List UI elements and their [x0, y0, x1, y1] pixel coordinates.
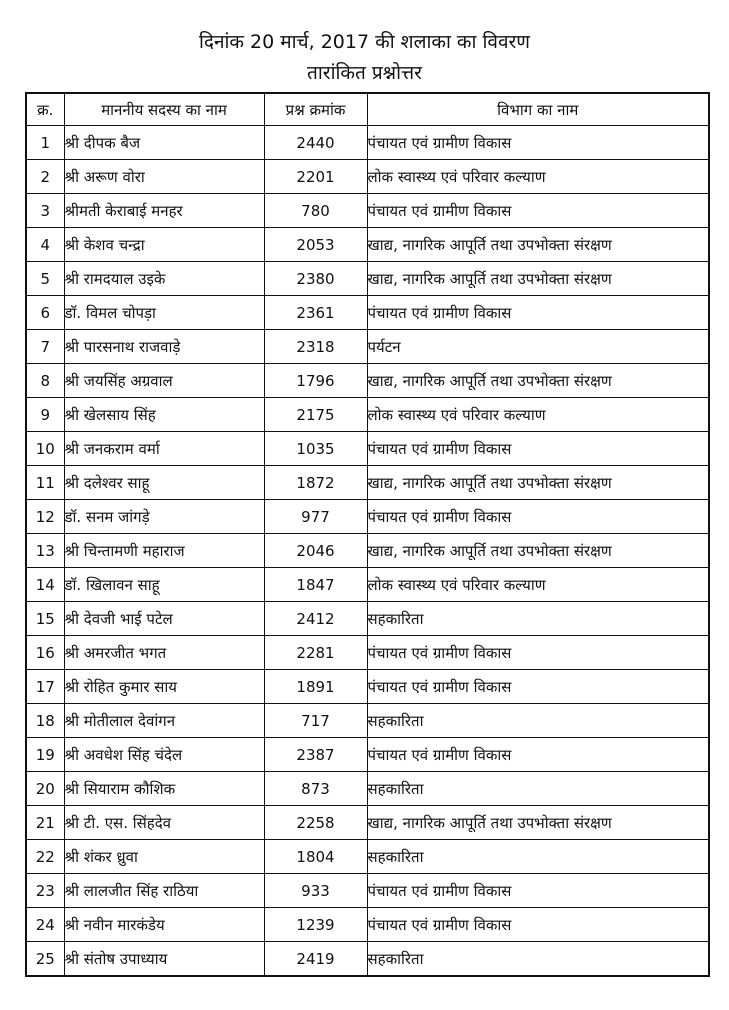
header-serial: क्र. [26, 93, 64, 126]
cell-question-number: 1872 [264, 466, 367, 500]
cell-department: पंचायत एवं ग्रामीण विकास [367, 908, 709, 942]
table-row [26, 568, 709, 602]
cell-member-name: श्री नवीन मारकंडेय [64, 908, 264, 942]
cell-question-number: 2440 [264, 126, 367, 160]
document-title: दिनांक 20 मार्च, 2017 की शलाका का विवरण [198, 31, 531, 53]
table-row [26, 534, 709, 568]
cell-question-number: 977 [264, 500, 367, 534]
cell-serial: 13 [26, 534, 64, 568]
cell-member-name: डॉ. सनम जांगड़े [64, 500, 264, 534]
cell-serial: 20 [26, 772, 64, 806]
cell-department: पंचायत एवं ग्रामीण विकास [367, 636, 709, 670]
cell-serial: 9 [26, 398, 64, 432]
table-row [26, 160, 709, 194]
cell-serial: 21 [26, 806, 64, 840]
cell-serial: 19 [26, 738, 64, 772]
cell-member-name: श्री सियाराम कौशिक [64, 772, 264, 806]
cell-serial: 7 [26, 330, 64, 364]
cell-question-number: 2258 [264, 806, 367, 840]
cell-member-name: श्री दलेश्वर साहू [64, 466, 264, 500]
cell-serial: 15 [26, 602, 64, 636]
cell-question-number: 1891 [264, 670, 367, 704]
cell-member-name: श्री रोहित कुमार साय [64, 670, 264, 704]
cell-serial: 14 [26, 568, 64, 602]
header-question-number: प्रश्न क्रमांक [264, 93, 367, 126]
table-row [26, 670, 709, 704]
cell-question-number: 1796 [264, 364, 367, 398]
cell-member-name: श्री जनकराम वर्मा [64, 432, 264, 466]
cell-department: पंचायत एवं ग्रामीण विकास [367, 126, 709, 160]
cell-question-number: 1847 [264, 568, 367, 602]
header-member-name: माननीय सदस्य का नाम [64, 93, 264, 126]
cell-department: पंचायत एवं ग्रामीण विकास [367, 874, 709, 908]
cell-department: पंचायत एवं ग्रामीण विकास [367, 194, 709, 228]
cell-member-name: श्री अमरजीत भगत [64, 636, 264, 670]
cell-question-number: 2046 [264, 534, 367, 568]
table-row [26, 398, 709, 432]
table-row [26, 228, 709, 262]
cell-department: पंचायत एवं ग्रामीण विकास [367, 432, 709, 466]
cell-department: खाद्य, नागरिक आपूर्ति तथा उपभोक्ता संरक्षण [367, 364, 709, 398]
cell-department: खाद्य, नागरिक आपूर्ति तथा उपभोक्ता संरक्षण [367, 228, 709, 262]
table-body [26, 126, 709, 977]
cell-serial: 10 [26, 432, 64, 466]
table-row [26, 330, 709, 364]
cell-serial: 16 [26, 636, 64, 670]
cell-serial: 12 [26, 500, 64, 534]
table-row [26, 262, 709, 296]
table-row [26, 466, 709, 500]
cell-department: खाद्य, नागरिक आपूर्ति तथा उपभोक्ता संरक्षण [367, 262, 709, 296]
table-row [26, 636, 709, 670]
cell-department: सहकारिता [367, 602, 709, 636]
members-questions-table [25, 92, 710, 977]
cell-member-name: श्री अरूण वोरा [64, 160, 264, 194]
cell-member-name: श्री अवधेश सिंह चंदेल [64, 738, 264, 772]
cell-member-name: श्री पारसनाथ राजवाड़े [64, 330, 264, 364]
table-row [26, 942, 709, 977]
cell-question-number: 2318 [264, 330, 367, 364]
cell-serial: 5 [26, 262, 64, 296]
cell-department: पंचायत एवं ग्रामीण विकास [367, 296, 709, 330]
cell-department: पर्यटन [367, 330, 709, 364]
table-row [26, 772, 709, 806]
cell-member-name: श्री खेलसाय सिंह [64, 398, 264, 432]
table-header [26, 93, 709, 126]
table-row [26, 500, 709, 534]
cell-member-name: श्री लालजीत सिंह राठिया [64, 874, 264, 908]
cell-question-number: 1035 [264, 432, 367, 466]
cell-member-name: श्री देवजी भाई पटेल [64, 602, 264, 636]
cell-question-number: 2387 [264, 738, 367, 772]
table-row [26, 296, 709, 330]
table-row [26, 704, 709, 738]
table-row [26, 194, 709, 228]
cell-member-name: श्री शंकर ध्रुवा [64, 840, 264, 874]
cell-member-name: श्री जयसिंह अग्रवाल [64, 364, 264, 398]
cell-department: सहकारिता [367, 772, 709, 806]
cell-department: पंचायत एवं ग्रामीण विकास [367, 670, 709, 704]
header-department: विभाग का नाम [367, 93, 709, 126]
table-row [26, 364, 709, 398]
cell-question-number: 2175 [264, 398, 367, 432]
cell-serial: 1 [26, 126, 64, 160]
cell-member-name: श्री संतोष उपाध्याय [64, 942, 264, 977]
cell-serial: 6 [26, 296, 64, 330]
table-row [26, 738, 709, 772]
cell-serial: 24 [26, 908, 64, 942]
cell-question-number: 2380 [264, 262, 367, 296]
cell-member-name: श्री चिन्तामणी महाराज [64, 534, 264, 568]
cell-question-number: 717 [264, 704, 367, 738]
cell-question-number: 1804 [264, 840, 367, 874]
cell-serial: 22 [26, 840, 64, 874]
cell-serial: 18 [26, 704, 64, 738]
table-row [26, 806, 709, 840]
cell-question-number: 933 [264, 874, 367, 908]
cell-serial: 4 [26, 228, 64, 262]
table-row [26, 874, 709, 908]
cell-serial: 17 [26, 670, 64, 704]
cell-question-number: 780 [264, 194, 367, 228]
cell-department: लोक स्वास्थ्य एवं परिवार कल्याण [367, 398, 709, 432]
cell-serial: 11 [26, 466, 64, 500]
cell-question-number: 1239 [264, 908, 367, 942]
cell-department: खाद्य, नागरिक आपूर्ति तथा उपभोक्ता संरक्षण [367, 534, 709, 568]
cell-member-name: श्री टी. एस. सिंहदेव [64, 806, 264, 840]
cell-department: पंचायत एवं ग्रामीण विकास [367, 738, 709, 772]
cell-serial: 8 [26, 364, 64, 398]
cell-department: सहकारिता [367, 840, 709, 874]
cell-member-name: श्री दीपक बैज [64, 126, 264, 160]
cell-department: लोक स्वास्थ्य एवं परिवार कल्याण [367, 568, 709, 602]
cell-member-name: डॉ. विमल चोपड़ा [64, 296, 264, 330]
cell-serial: 2 [26, 160, 64, 194]
cell-member-name: श्रीमती केराबाई मनहर [64, 194, 264, 228]
cell-question-number: 873 [264, 772, 367, 806]
cell-question-number: 2281 [264, 636, 367, 670]
table-row [26, 840, 709, 874]
table-row [26, 432, 709, 466]
document-subtitle: तारांकित प्रश्नोत्तर [307, 62, 422, 84]
cell-question-number: 2201 [264, 160, 367, 194]
cell-department: पंचायत एवं ग्रामीण विकास [367, 500, 709, 534]
table-row [26, 126, 709, 160]
table-row [26, 602, 709, 636]
cell-serial: 23 [26, 874, 64, 908]
cell-member-name: डॉ. खिलावन साहू [64, 568, 264, 602]
cell-department: खाद्य, नागरिक आपूर्ति तथा उपभोक्ता संरक्षण [367, 466, 709, 500]
cell-department: सहकारिता [367, 942, 709, 977]
header-row [26, 93, 709, 126]
cell-serial: 3 [26, 194, 64, 228]
cell-member-name: श्री मोतीलाल देवांगन [64, 704, 264, 738]
table-row [26, 908, 709, 942]
cell-department: खाद्य, नागरिक आपूर्ति तथा उपभोक्ता संरक्षण [367, 806, 709, 840]
cell-question-number: 2053 [264, 228, 367, 262]
cell-member-name: श्री केशव चन्द्रा [64, 228, 264, 262]
cell-member-name: श्री रामदयाल उइके [64, 262, 264, 296]
cell-question-number: 2412 [264, 602, 367, 636]
cell-question-number: 2419 [264, 942, 367, 977]
cell-question-number: 2361 [264, 296, 367, 330]
cell-serial: 25 [26, 942, 64, 977]
cell-department: लोक स्वास्थ्य एवं परिवार कल्याण [367, 160, 709, 194]
cell-department: सहकारिता [367, 704, 709, 738]
